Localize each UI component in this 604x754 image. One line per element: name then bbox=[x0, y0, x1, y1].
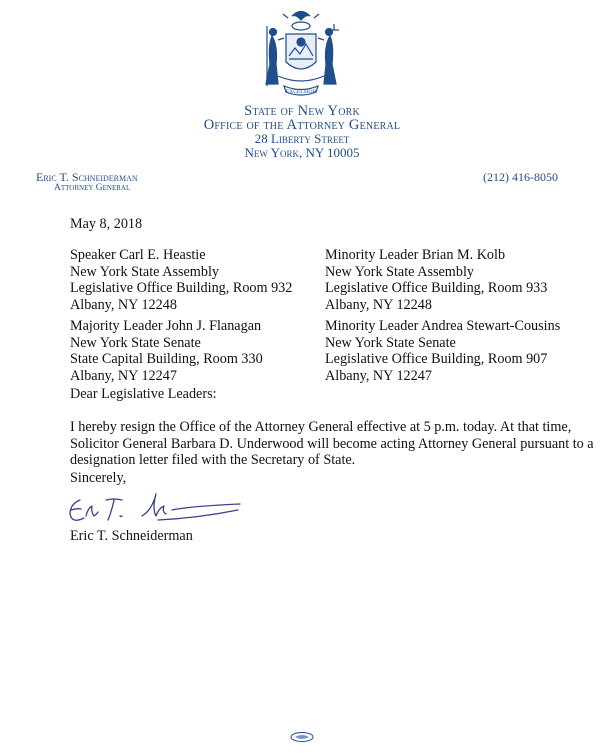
recipient-name: Majority Leader John J. Flanagan bbox=[70, 318, 262, 334]
letterhead-office: Office of the Attorney General bbox=[203, 117, 401, 133]
sender-phone: (212) 416-8050 bbox=[483, 170, 558, 184]
recipient-name: Minority Leader Andrea Stewart-Cousins bbox=[325, 318, 561, 334]
recipient-city: Albany, NY 12247 bbox=[70, 367, 177, 384]
footer-ornament-icon bbox=[289, 731, 315, 743]
recipient-building: State Capital Building, Room 330 bbox=[70, 351, 263, 367]
body-line: designation letter filed with the Secretary of State. bbox=[70, 452, 356, 468]
handwritten-signature bbox=[62, 486, 242, 528]
recipient-body: New York State Assembly bbox=[325, 263, 474, 280]
new-york-state-seal-icon bbox=[258, 6, 344, 102]
salutation: Dear Legislative Leaders: bbox=[70, 386, 217, 402]
recipient-address bbox=[70, 318, 263, 384]
recipient-building: Legislative Office Building, Room 907 bbox=[325, 351, 548, 367]
body-line: I hereby resign the Office of the Attorney General effective at 5 p.m. today. At that time, bbox=[70, 419, 572, 435]
recipient-address bbox=[325, 247, 547, 313]
letterhead-state: State of New York bbox=[244, 103, 360, 119]
letter-body bbox=[70, 419, 594, 469]
recipient-body: New York State Senate bbox=[325, 334, 456, 351]
letter-date: May 8, 2018 bbox=[70, 216, 143, 232]
recipient-address bbox=[325, 318, 560, 384]
recipient-address bbox=[70, 247, 292, 313]
letterhead-street: 28 Liberty Street bbox=[254, 131, 350, 146]
recipient-city: Albany, NY 12247 bbox=[325, 367, 432, 384]
recipient-name: Minority Leader Brian M. Kolb bbox=[325, 247, 506, 263]
recipient-city: Albany, NY 12248 bbox=[70, 296, 177, 313]
recipient-building: Legislative Office Building, Room 932 bbox=[70, 280, 293, 296]
sender-title: Attorney General bbox=[54, 183, 131, 193]
recipient-city: Albany, NY 12248 bbox=[325, 296, 432, 313]
recipient-body: New York State Senate bbox=[70, 334, 201, 351]
letterhead-city: New York, NY 10005 bbox=[244, 145, 360, 160]
sender-name: Eric T. Schneiderman bbox=[36, 170, 138, 184]
signer-name: Eric T. Schneiderman bbox=[70, 528, 193, 544]
closing: Sincerely, bbox=[70, 470, 127, 486]
seal-motto: EXCELSIOR bbox=[285, 89, 317, 95]
recipient-body: New York State Assembly bbox=[70, 263, 219, 280]
recipient-name: Speaker Carl E. Heastie bbox=[70, 247, 206, 263]
body-line: Solicitor General Barbara D. Underwood will become acting Attorney General pursuant to a bbox=[70, 435, 594, 452]
recipient-building: Legislative Office Building, Room 933 bbox=[325, 280, 548, 296]
